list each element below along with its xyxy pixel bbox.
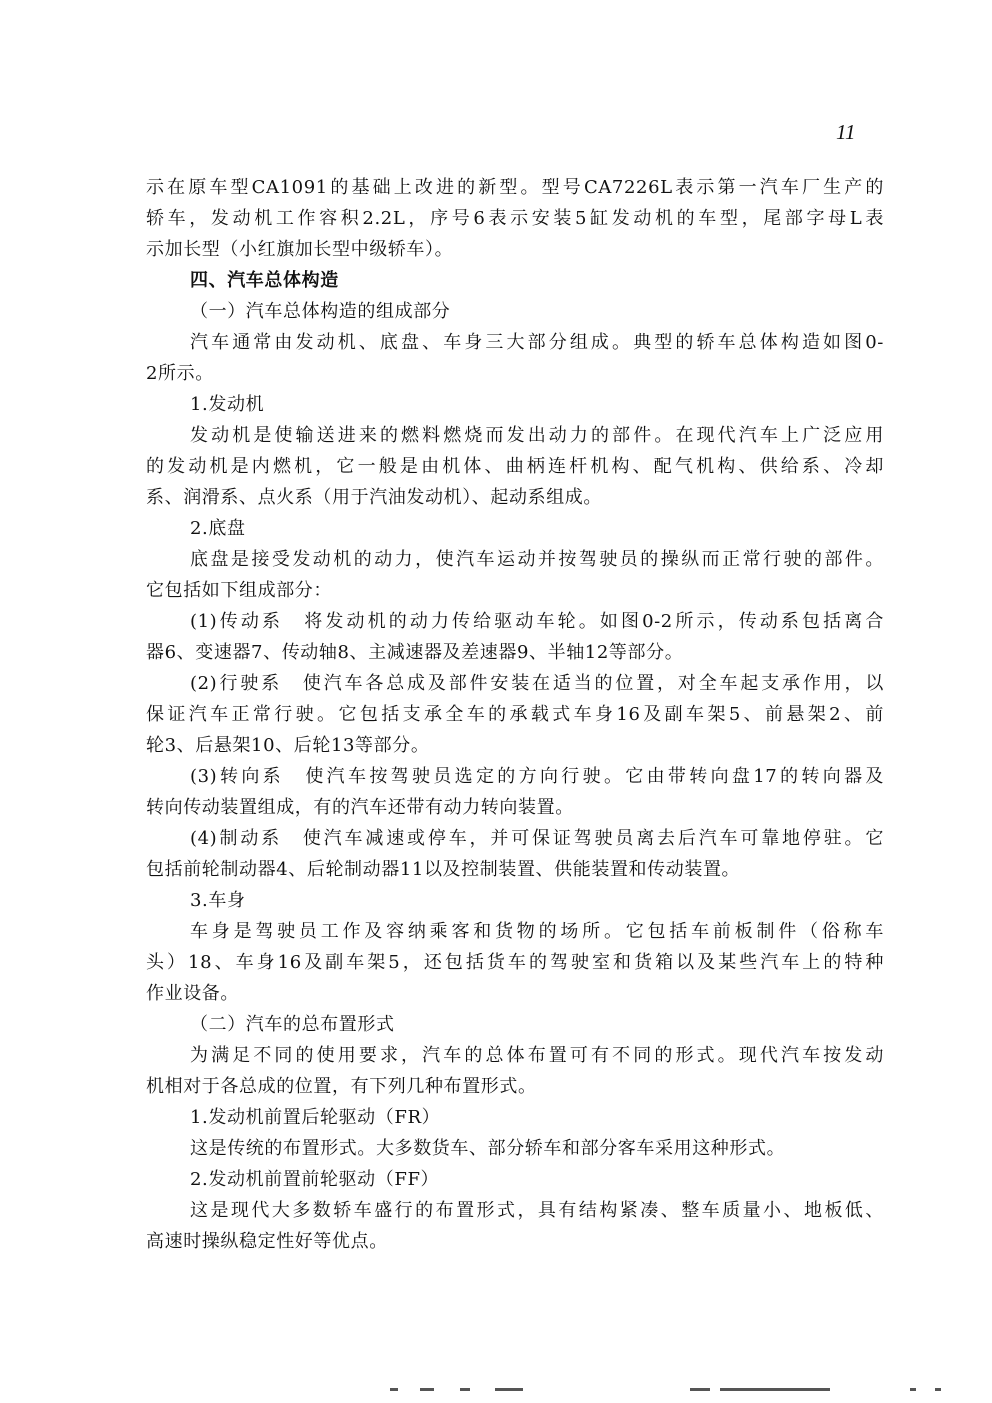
text-line: 的发动机是内燃机，它一般是由机体、曲柄连杆机构、配气机构、供给系、冷却: [146, 456, 884, 477]
scan-mark: [420, 1388, 434, 1391]
text-line: (3)转向系 使汽车按驾驶员选定的方向行驶。它由带转向盘17的转向器及: [190, 766, 884, 787]
text-line: 它包括如下组成部分：: [146, 580, 332, 601]
text-line: 为满足不同的使用要求，汽车的总体布置可有不同的形式。现代汽车按发动: [190, 1045, 884, 1066]
text-line: 1.发动机: [190, 394, 265, 415]
text-line: 四、汽车总体构造: [190, 270, 339, 291]
text-line: 发动机是使输送进来的燃料燃烧而发出动力的部件。在现代汽车上广泛应用: [190, 425, 884, 446]
text-line: 高速时操纵稳定性好等优点。: [146, 1231, 388, 1252]
text-line: 轿车，发动机工作容积2.2L，序号6表示安装5缸发动机的车型，尾部字母L表: [146, 208, 884, 229]
text-line: （二）汽车的总布置形式: [190, 1014, 395, 1035]
scan-mark: [495, 1388, 523, 1391]
text-line: (1)传动系 将发动机的动力传给驱动车轮。如图0-2所示，传动系包括离合: [190, 611, 884, 632]
text-line: 2.底盘: [190, 518, 246, 539]
scan-mark: [690, 1388, 710, 1391]
text-line: 轮3、后悬架10、后轮13等部分。: [146, 735, 430, 756]
text-line: 1.发动机前置后轮驱动（FR）: [190, 1107, 441, 1128]
text-line: (2)行驶系 使汽车各总成及部件安装在适当的位置，对全车起支承作用，以: [190, 673, 884, 694]
text-line: 器6、变速器7、传动轴8、主减速器及差速器9、半轴12等部分。: [146, 642, 684, 663]
text-line: 汽车通常由发动机、底盘、车身三大部分组成。典型的轿车总体构造如图0-: [190, 332, 884, 353]
text-line: 2所示。: [146, 363, 214, 384]
text-line: 车身是驾驶员工作及容纳乘客和货物的场所。它包括车前板制件（俗称车: [190, 921, 884, 942]
text-line: 包括前轮制动器4、后轮制动器11以及控制装置、供能装置和传动装置。: [146, 859, 741, 880]
scan-mark: [460, 1388, 470, 1391]
scan-artifact-marks: [380, 1388, 960, 1394]
text-line: 这是现代大多数轿车盛行的布置形式，具有结构紧凑、整车质量小、地板低、: [190, 1200, 884, 1221]
text-line: 保证汽车正常行驶。它包括支承全车的承载式车身16及副车架5、前悬架2、前: [146, 704, 884, 725]
text-line: 底盘是接受发动机的动力，使汽车运动并按驾驶员的操纵而正常行驶的部件。: [190, 549, 884, 570]
text-line: 头）18、车身16及副车架5，还包括货车的驾驶室和货箱以及某些汽车上的特种: [146, 952, 884, 973]
page-number: 11: [836, 120, 856, 144]
text-line: （一）汽车总体构造的组成部分: [190, 301, 451, 322]
text-line: 系、润滑系、点火系（用于汽油发动机）、起动系组成。: [146, 487, 602, 508]
text-line: 转向传动装置组成，有的汽车还带有动力转向装置。: [146, 797, 574, 818]
scan-mark: [935, 1388, 941, 1391]
text-line: 3.车身: [190, 890, 246, 911]
text-line: (4)制动系 使汽车减速或停车，并可保证驾驶员离去后汽车可靠地停驻。它: [190, 828, 884, 849]
scan-mark: [910, 1388, 916, 1391]
text-line: 2.发动机前置前轮驱动（FF）: [190, 1169, 440, 1190]
text-line: 示加长型（小红旗加长型中级轿车）。: [146, 239, 454, 260]
text-line: 这是传统的布置形式。大多数货车、部分轿车和部分客车采用这种形式。: [190, 1138, 786, 1159]
text-line: 作业设备。: [146, 983, 239, 1004]
scan-mark: [390, 1388, 398, 1391]
text-line: 示在原车型CA1091的基础上改进的新型。型号CA7226L表示第一汽车厂生产的: [146, 177, 884, 198]
scan-mark: [720, 1388, 830, 1391]
text-line: 机相对于各总成的位置，有下列几种布置形式。: [146, 1076, 537, 1097]
body-text: [146, 172, 884, 1257]
